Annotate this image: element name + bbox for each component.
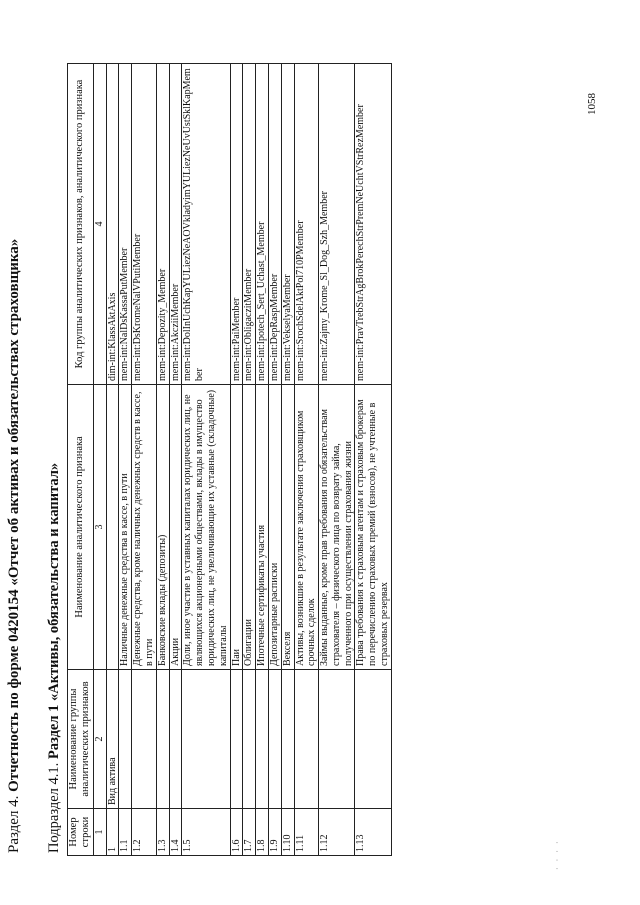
row-feature-name: Денежные средства, кроме наличных денежных средств в кассе, в пути [132, 385, 157, 670]
row-number: 1.8 [256, 809, 269, 856]
row-feature-name: Банковские вклады (депозиты) [156, 385, 169, 670]
row-feature-name: Доли, иное участие в уставных капиталах юридических лиц, не являющихся акционерными обществами, вклады в имущество юридических лиц, не увеличивающие их уставные (складочные) капиталы [182, 385, 230, 670]
row-group [156, 670, 169, 809]
row-feature-name [106, 385, 119, 670]
row-number: 1.3 [156, 809, 169, 856]
row-number: 1.12 [319, 809, 355, 856]
row-feature-name: Активы, возникшие в результате заключения страховщиком срочных сделок [294, 385, 319, 670]
subsection-title [46, 463, 63, 853]
row-number: 1.7 [243, 809, 256, 856]
row-feature-name: Векселя [281, 385, 294, 670]
row-code: mem-int:DolInUchKapYULiezNeAOVkladyimYULiezNeUvUstSklKapMember [182, 64, 230, 385]
row-code: mem-int:Zajmy_Krome_Sl_Dog_Szh_Member [319, 64, 355, 385]
row-code: mem-int:PaiMember [230, 64, 243, 385]
row-code: mem-int:DepRaspMember [268, 64, 281, 385]
row-group [230, 670, 243, 809]
column-number: 1 [93, 809, 106, 856]
table-row [156, 64, 169, 856]
section-label: Раздел 4. [6, 795, 22, 853]
table-row [355, 64, 391, 856]
column-number: 4 [93, 64, 106, 385]
column-header: Наименование аналитического признака [68, 385, 94, 670]
row-number: 1 [106, 809, 119, 856]
table-row [256, 64, 269, 856]
row-group: Вид актива [106, 670, 119, 809]
row-feature-name: Наличные денежные средства в кассе, в пути [119, 385, 132, 670]
row-group [294, 670, 319, 809]
table-row [268, 64, 281, 856]
row-group [169, 670, 182, 809]
row-feature-name: Права требования к страховым агентам и страховым брокерам по перечислению страховых премий (взносов), не учтенные в страховых резервах [355, 385, 391, 670]
row-group [268, 670, 281, 809]
column-number: 3 [93, 385, 106, 670]
row-number: 1.9 [268, 809, 281, 856]
row-code: mem-int:ObligaczitMember [243, 64, 256, 385]
section-heading: Отчетность по форме 0420154 «Отчет об активах и обязательствах страховщика» [6, 238, 22, 792]
table-header-row [68, 64, 94, 856]
table-row [230, 64, 243, 856]
row-group [243, 670, 256, 809]
column-header: Номер строки [68, 809, 94, 856]
table-row [182, 64, 230, 856]
table-row [106, 64, 119, 856]
table-row [319, 64, 355, 856]
row-feature-name: Ипотечные сертификаты участия [256, 385, 269, 670]
row-group [256, 670, 269, 809]
column-number: 2 [93, 670, 106, 809]
row-group [132, 670, 157, 809]
table-row [132, 64, 157, 856]
row-code: mem-int:VekselyaMember [281, 64, 294, 385]
row-feature-name: Облигации [243, 385, 256, 670]
row-feature-name: Займы выданные, кроме прав требования по обязательствам страхователя – физического лица по возврату займа, полученного при осуществлении страхования жизни [319, 385, 355, 670]
row-code: mem-int:Ipotech_Sert_Uchast_Member [256, 64, 269, 385]
row-code: mem-int:AkcziiMember [169, 64, 182, 385]
subsection-heading: Раздел 1 «Активы, обязательства и капитал» [46, 462, 62, 760]
row-group [182, 670, 230, 809]
table-row [169, 64, 182, 856]
analytic-features-table [67, 63, 392, 856]
row-number: 1.2 [132, 809, 157, 856]
row-number: 1.11 [294, 809, 319, 856]
table-row [281, 64, 294, 856]
row-code: dim-int:KlassAktAxis [106, 64, 119, 385]
row-group [119, 670, 132, 809]
row-code: mem-int:NalDsKassaPutMember [119, 64, 132, 385]
table-row [243, 64, 256, 856]
row-group [319, 670, 355, 809]
row-number: 1.13 [355, 809, 391, 856]
row-group [281, 670, 294, 809]
column-number-row [93, 64, 106, 856]
row-feature-name: Депозитарные расписки [268, 385, 281, 670]
row-number: 1.6 [230, 809, 243, 856]
row-code: mem-int:Depozity_Member [156, 64, 169, 385]
table-row [119, 64, 132, 856]
subsection-label: Подраздел 4.1. [46, 762, 62, 853]
row-number: 1.10 [281, 809, 294, 856]
row-feature-name: Акции [169, 385, 182, 670]
row-number: 1.1 [119, 809, 132, 856]
scan-artifact: · · · · [553, 839, 562, 870]
table-row [294, 64, 319, 856]
row-group [355, 670, 391, 809]
section-title [6, 239, 23, 853]
row-number: 1.4 [169, 809, 182, 856]
column-header: Код группы аналитических признаков, аналитического признака [68, 64, 94, 385]
row-number: 1.5 [182, 809, 230, 856]
page-number: 1058 [586, 93, 598, 115]
column-header: Наименование группы аналитических признаков [68, 670, 94, 809]
row-code: mem-int:SrochSdelAktPol710PMember [294, 64, 319, 385]
row-feature-name: Паи [230, 385, 243, 670]
row-code: mem-int:DsKromeNalVPutiMember [132, 64, 157, 385]
row-code: mem-int:PravTrebStrAgBrokPerechStrPremNeUchtVStrRezMember [355, 64, 391, 385]
